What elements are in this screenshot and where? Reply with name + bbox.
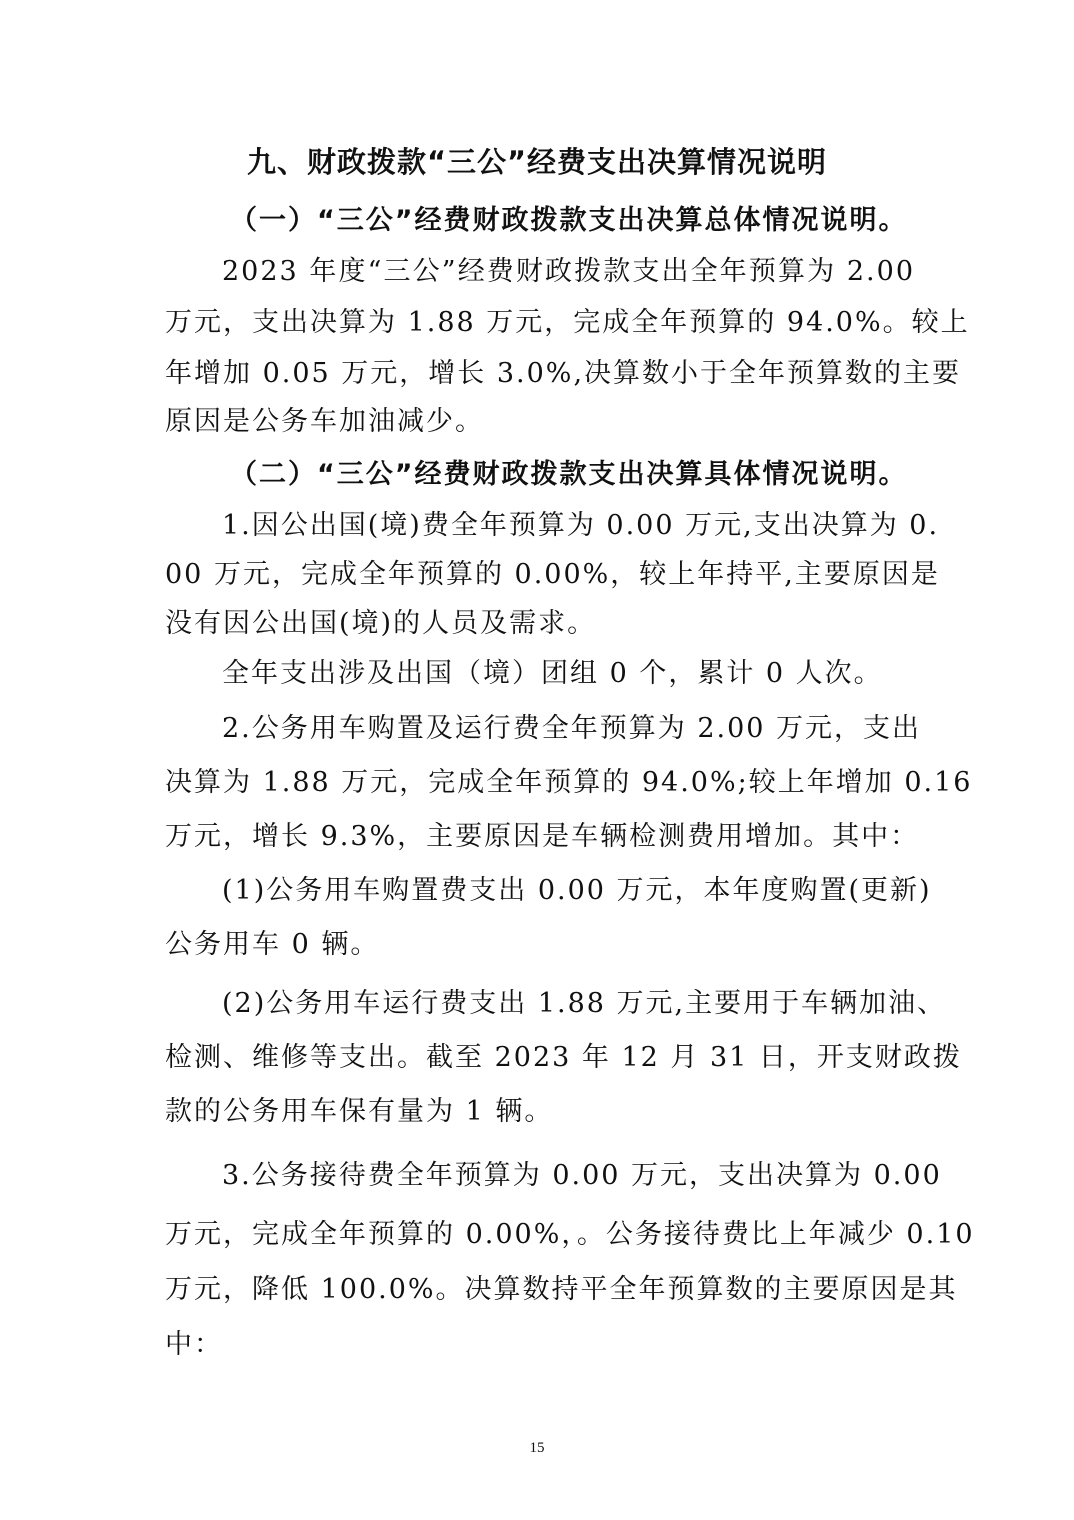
paragraph-line: 万元，支出决算为 1.88 万元，完成全年预算的 94.0%。较上 [165, 307, 970, 338]
section-title-detail: （二）“三公”经费财政拨款支出决算具体情况说明。 [230, 459, 908, 490]
paragraph-line: 全年支出涉及出国（境）团组 0 个，累计 0 人次。 [222, 658, 883, 689]
page-number: 15 [529, 1440, 545, 1456]
paragraph-line: 3.公务接待费全年预算为 0.00 万元，支出决算为 0.00 [222, 1160, 942, 1191]
paragraph-line: 公务用车 0 辆。 [165, 929, 380, 960]
paragraph-line: 没有因公出国(境)的人员及需求。 [165, 608, 597, 639]
paragraph-line: 2.公务用车购置及运行费全年预算为 2.00 万元，支出 [222, 713, 922, 744]
paragraph-line: 年增加 0.05 万元，增长 3.0%,决算数小于全年预算数的主要 [165, 358, 962, 389]
paragraph-line: 1.因公出国(境)费全年预算为 0.00 万元,支出决算为 0. [222, 510, 940, 541]
paragraph-line: 万元，完成全年预算的 0.00%，。公务接待费比上年减少 0.10 [165, 1219, 975, 1250]
paragraph-line: 款的公务用车保有量为 1 辆。 [165, 1096, 554, 1127]
paragraph-line: 中： [165, 1329, 223, 1360]
page-title: 九、财政拨款“三公”经费支出决算情况说明 [246, 145, 828, 179]
paragraph-line: 决算为 1.88 万元，完成全年预算的 94.0%;较上年增加 0.16 [165, 767, 973, 798]
paragraph-line: 2023 年度“三公”经费财政拨款支出全年预算为 2.00 [222, 256, 915, 287]
paragraph-line: 万元，降低 100.0%。决算数持平全年预算数的主要原因是其 [165, 1274, 958, 1305]
paragraph-line: 00 万元，完成全年预算的 0.00%，较上年持平,主要原因是 [165, 559, 940, 590]
paragraph-line: 万元，增长 9.3%，主要原因是车辆检测费用增加。其中： [165, 821, 920, 852]
paragraph-line: (1)公务用车购置费支出 0.00 万元，本年度购置(更新) [222, 875, 932, 906]
paragraph-line: 原因是公务车加油减少。 [165, 406, 484, 437]
paragraph-line: (2)公务用车运行费支出 1.88 万元,主要用于车辆加油、 [222, 988, 947, 1019]
paragraph-line: 检测、维修等支出。截至 2023 年 12 月 31 日，开支财政拨 [165, 1042, 962, 1073]
section-title-overall: （一）“三公”经费财政拨款支出决算总体情况说明。 [230, 205, 908, 236]
